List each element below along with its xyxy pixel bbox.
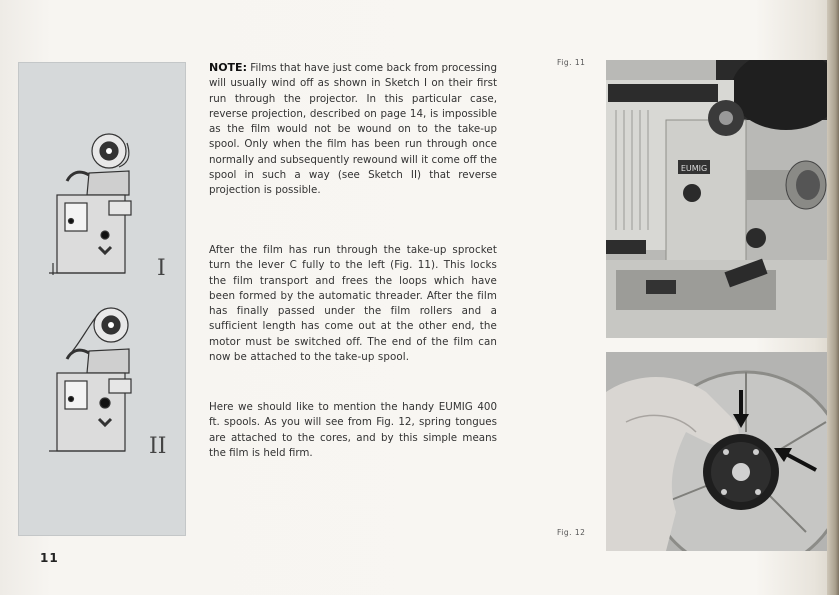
fig12-spool-photo xyxy=(606,352,827,551)
page-number: 11 xyxy=(40,551,59,565)
projector-sketches xyxy=(19,63,185,535)
note-body: Films that have just come back from processing will usually wind off as shown in Sketch I on their first run through the projector. In this particular case, reverse projection, described on page 14, is impossible as the film would not be wound on to the take-up spool. Only when the film has been run through once normally and subsequently rewound will it come off the spool in such a way (see Sketch II) that reverse projection is possible. xyxy=(209,62,497,197)
fig11-projector-photo xyxy=(606,60,827,338)
lever-paragraph: After the film has run through the take-up sprocket turn the lever C fully to the left (Fig. 11). This locks the film transport and frees the loops which have been formed by the automatic threader. After the film has finally passed under the film rollers and a sufficient length has come out at the other end, the motor must be switched off. The end of the film can now be attached to the take-up spool. xyxy=(209,244,497,364)
fig11-label: Fig. 11 xyxy=(557,58,586,67)
sketch-1-drawing xyxy=(49,134,131,275)
sketch-1-label: I xyxy=(157,256,166,281)
page-edge xyxy=(827,0,839,595)
fig12-label: Fig. 12 xyxy=(557,528,586,537)
note-label: NOTE: xyxy=(209,61,247,74)
spools-paragraph: Here we should like to mention the handy EUMIG 400 ft. spools. As you will see from Fig. 12, spring tongues are attached to the cores, and by this simple means the film is held firm. xyxy=(209,401,497,459)
sketch-2-drawing xyxy=(49,308,131,451)
sketch-panel xyxy=(18,62,186,536)
fig11-brand: EUMIG xyxy=(680,164,708,173)
sketch-2-label: II xyxy=(149,434,167,459)
note-paragraph xyxy=(209,60,497,199)
